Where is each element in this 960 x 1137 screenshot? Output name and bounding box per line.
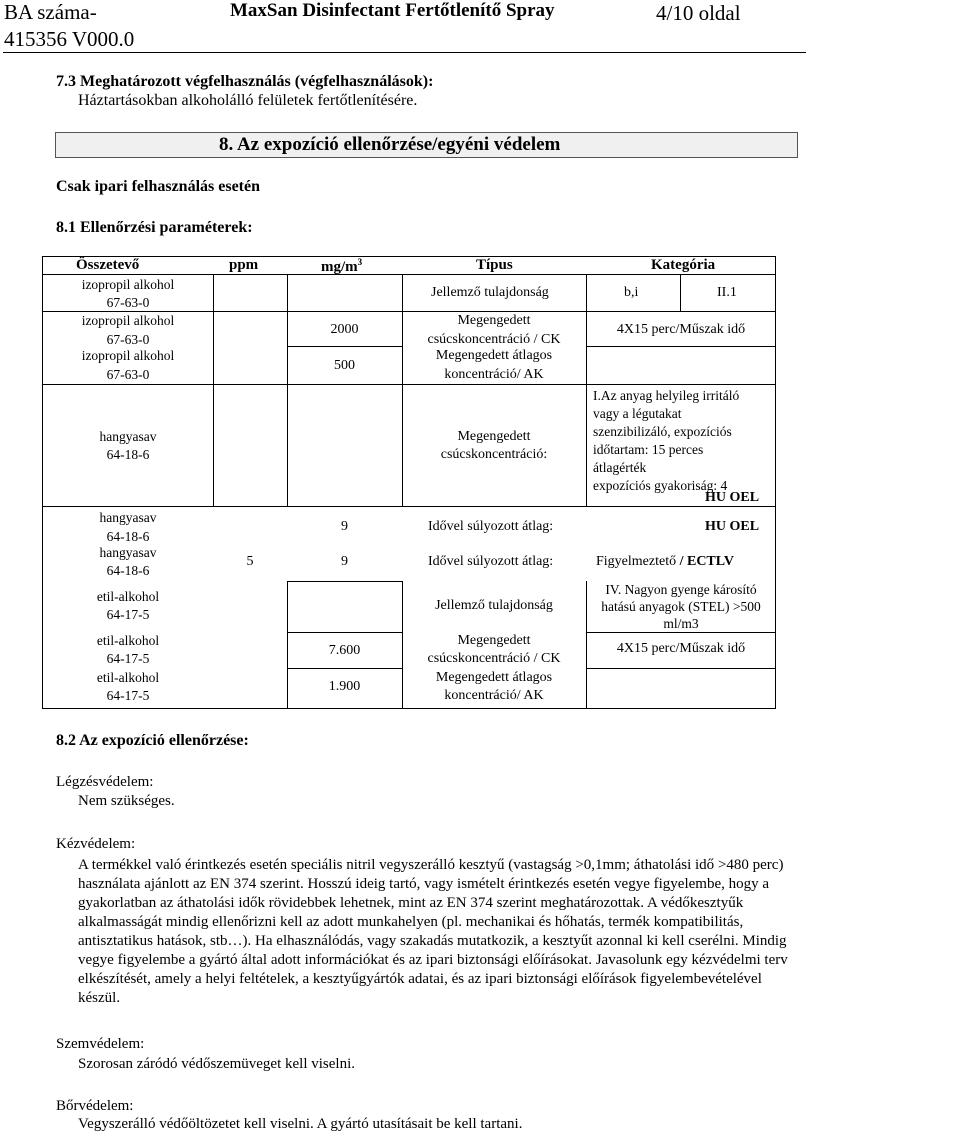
table-divider: [287, 346, 402, 347]
table-divider: [213, 275, 214, 506]
col-header-ppm: ppm: [229, 257, 259, 273]
cas-number: 67-63-0: [106, 332, 150, 347]
category-line: időtartam: 15 perces: [593, 442, 704, 457]
table-divider: [586, 668, 776, 669]
section-8-title: 8. Az expozíció ellenőrzése/egyéni védelem: [219, 134, 561, 155]
category-class: II.1: [717, 285, 737, 300]
limit-type: Megengedett: [457, 633, 531, 648]
limit-type: Jellemző tulajdonság: [435, 598, 553, 613]
component-name: hangyasav: [99, 510, 157, 525]
category-line: IV. Nagyon gyenge károsító: [605, 582, 757, 597]
col-header-category: Kategória: [651, 257, 716, 273]
col-header-mgm3: $mg/m^3$: [321, 257, 363, 275]
table-divider: [42, 506, 776, 507]
respiratory-protection-label: Légzésvédelem:: [56, 774, 154, 790]
component-name: izopropil alkohol: [81, 313, 175, 328]
component-name: etil-alkohol: [96, 589, 160, 604]
category-line: átlagérték: [593, 460, 647, 475]
limit-type: Idővel súlyozott átlag:: [428, 519, 554, 534]
mg-value: 500: [334, 358, 355, 373]
category-text: Figyelmeztető: [596, 554, 677, 569]
cas-number: 64-17-5: [106, 607, 150, 622]
category-line: expozíciós gyakoriság: 4: [593, 478, 728, 493]
table-divider: [287, 275, 288, 506]
limit-type-detail: koncentráció/ AK: [444, 688, 544, 703]
category-line: vagy a légutakat: [593, 406, 682, 421]
table-border-right: [775, 256, 776, 709]
component-name: izopropil alkohol: [81, 348, 175, 363]
category-line: hatású anyagok (STEL) >500: [601, 599, 761, 614]
table-divider: [287, 632, 402, 633]
category-line: ml/m3: [663, 616, 699, 631]
limit-type: Jellemző tulajdonság: [431, 285, 549, 300]
section-7-3-title: 7.3 Meghatározott végfelhasználás (végfelhasználások):: [56, 73, 434, 90]
cas-number: 67-63-0: [106, 367, 150, 382]
table-divider: [586, 632, 776, 633]
category-label: HU OEL: [705, 490, 760, 505]
col-header-component: Összetevő: [76, 257, 140, 273]
component-name: etil-alkohol: [96, 633, 160, 648]
component-name: izopropil alkohol: [81, 277, 175, 292]
skin-protection-text: Vegyszerálló védőöltözetet kell viselni. A gyártó utasításait be kell tartani.: [78, 1116, 523, 1132]
category: [596, 554, 734, 570]
mg-value: 1.900: [328, 679, 361, 694]
section-8-1-title: 8.1 Ellenőrzési paraméterek:: [56, 219, 253, 236]
category: b,i: [624, 285, 639, 300]
category: 4X15 perc/Műszak idő: [616, 322, 746, 337]
limit-type-detail: csúcskoncentráció / CK: [427, 651, 561, 666]
category-line: szenzibilizáló, expozíciós: [593, 424, 732, 439]
table-border-header: [42, 274, 776, 275]
limit-type-detail: koncentráció/ AK: [444, 367, 544, 382]
eye-protection-label: Szemvédelem:: [56, 1036, 145, 1052]
category-description: [593, 387, 739, 495]
table-divider: [586, 346, 776, 347]
table-divider: [680, 275, 681, 311]
cas-number: 64-18-6: [106, 563, 150, 578]
respiratory-protection-text: Nem szükséges.: [78, 793, 175, 809]
product-name: MaxSan Disinfectant Fertőtlenítő Spray: [230, 0, 555, 21]
limit-type: Megengedett: [457, 429, 531, 444]
limit-type: Megengedett: [457, 313, 531, 328]
table-divider: [42, 384, 776, 385]
eye-protection-text: Szorosan záródó védőszemüveget kell viselni.: [78, 1056, 356, 1072]
category-line: I.Az anyag helyileg irritáló: [593, 388, 740, 403]
table-divider: [402, 275, 403, 506]
category-label: / ECTLV: [679, 554, 734, 569]
table-border-bottom: [42, 708, 776, 709]
table-divider: [42, 311, 776, 312]
section-7-3-text: Háztartásokban alkoholálló felületek fertőtlenítésére.: [78, 92, 418, 109]
header-divider: [3, 52, 806, 53]
table-border-left: [42, 256, 43, 709]
limit-type-detail: csúcskoncentráció:: [440, 447, 548, 462]
page-number: 4/10 oldal: [656, 1, 741, 25]
table-divider: [586, 275, 587, 506]
hand-protection-label: Kézvédelem:: [56, 836, 136, 852]
section-8-2-title: 8.2 Az expozíció ellenőrzése:: [56, 732, 249, 749]
limit-type: Idővel súlyozott átlag:: [428, 554, 554, 569]
table-divider: [287, 668, 402, 669]
limit-type: Megengedett átlagos: [435, 670, 553, 685]
mg-value: 9: [341, 519, 348, 534]
cas-number: 64-18-6: [106, 447, 150, 462]
cas-number: 67-63-0: [106, 295, 150, 310]
component-name: hangyasav: [99, 545, 157, 560]
table-divider: [287, 581, 402, 582]
skin-protection-label: Bőrvédelem:: [56, 1098, 134, 1114]
mg-value: 2000: [330, 322, 359, 337]
category: 4X15 perc/Műszak idő: [616, 641, 746, 656]
cas-number: 64-17-5: [106, 688, 150, 703]
hand-protection-text: A termékkel való érintkezés esetén speciális nitril vegyszerálló kesztyű (vastagság >0,1mm; áthatolási idő >480 perc) használata ajánlott az EN 374 szerint. Hosszú ideig tartó, vagy ismételt érintkezés esetén vegye figyelembe, hogy a gyakorlatban az áthatolási idők rövidebbek lehetnek, mint az EN 374 szerint meghatározottak. A védőkesztyűk alkalmasságát mindig ellenőrizni kell az adott munkahelyen (pl. mechanikai és hőhatás, termék kompatibilitás, antisztatikus hatások, stb…). Ha elhasználódás, vagy szakadás mutatkozik, a kesztyűt azonnal ki kell cserélni. Mindig vegye figyelembe a gyártó által adott információkat és az ipari biztonsági előírásokat. Javasolunk egy kézvédelmi terv elkészítését, amely a helyi feltételek, a kesztyűgyártók adatai, és az ipari biztonsági előírások figyelembevételével készül.: [78, 857, 788, 1006]
mg-value: 9: [341, 554, 348, 569]
ppm-value: 5: [246, 554, 254, 569]
cas-number: 64-18-6: [106, 529, 150, 544]
limit-type-detail: csúcskoncentráció / CK: [427, 332, 561, 347]
category-label: HU OEL: [705, 519, 760, 534]
limit-type: Megengedett átlagos: [435, 348, 553, 363]
component-name: etil-alkohol: [96, 670, 160, 685]
section-8-banner: [55, 132, 798, 158]
component-name: hangyasav: [99, 429, 157, 444]
cas-number: 64-17-5: [106, 651, 150, 666]
mg-value: 7.600: [328, 643, 361, 658]
document-id-line2: 415356 V000.0: [4, 27, 135, 51]
industrial-use-note: Csak ipari felhasználás esetén: [56, 178, 260, 195]
category-description: [587, 581, 775, 632]
document-id-line1: BA száma-: [4, 0, 97, 24]
col-header-type: Típus: [476, 257, 513, 273]
